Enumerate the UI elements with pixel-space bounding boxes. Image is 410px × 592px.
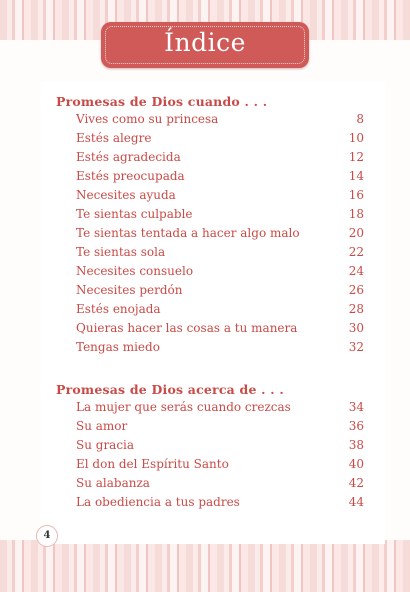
toc-entry[interactable]: [76, 131, 364, 149]
toc-entry-label: Te sientas culpable: [76, 207, 193, 221]
toc-entry-label: Te sientas tentada a hacer algo malo: [76, 226, 300, 240]
toc-entry[interactable]: [76, 207, 364, 225]
toc-entry-label: Estés preocupada: [76, 169, 185, 183]
section-title-cuando: Promesas de Dios cuando . . .: [56, 94, 268, 109]
toc-entry-label: Necesites perdón: [76, 283, 183, 297]
toc-entry[interactable]: [76, 245, 364, 263]
toc-entry[interactable]: [76, 400, 364, 418]
toc-entry-label: Necesites ayuda: [76, 188, 176, 202]
toc-entry-label: Su gracia: [76, 438, 135, 452]
toc-entry[interactable]: [76, 419, 364, 437]
toc-entry-page: 34: [348, 400, 364, 414]
toc-entry-page: 44: [348, 495, 364, 509]
section-title-acerca: Promesas de Dios acerca de . . .: [56, 382, 284, 397]
toc-entry-page: 30: [348, 321, 364, 335]
toc-entry[interactable]: [76, 283, 364, 301]
toc-entry-page: 18: [348, 207, 364, 221]
toc-entry-label: Estés alegre: [76, 131, 152, 145]
toc-entry[interactable]: [76, 321, 364, 339]
toc-entry-label: Vives como su princesa: [76, 112, 219, 126]
toc-entry-page: 14: [348, 169, 364, 183]
toc-entry[interactable]: [76, 226, 364, 244]
toc-entry-page: 32: [348, 340, 364, 354]
decorative-stripe-bottom: [0, 540, 410, 592]
toc-entry[interactable]: [76, 112, 364, 130]
toc-entry[interactable]: [76, 264, 364, 282]
toc-entry-page: 22: [348, 245, 364, 259]
toc-entry[interactable]: [76, 188, 364, 206]
toc-entry[interactable]: [76, 169, 364, 187]
toc-entry-page: 16: [348, 188, 364, 202]
toc-entry-label: Quieras hacer las cosas a tu manera: [76, 321, 298, 335]
toc-entry[interactable]: [76, 302, 364, 320]
toc-entry[interactable]: [76, 438, 364, 456]
toc-entry-label: El don del Espíritu Santo: [76, 457, 229, 471]
title-banner: [101, 22, 309, 68]
toc-entry-page: 36: [348, 419, 364, 433]
toc-entry-label: Estés enojada: [76, 302, 161, 316]
toc-entry-label: Estés agradecida: [76, 150, 181, 164]
toc-entry[interactable]: [76, 495, 364, 513]
toc-entry-page: 28: [348, 302, 364, 316]
toc-entry-page: 26: [348, 283, 364, 297]
toc-entry[interactable]: [76, 340, 364, 358]
toc-entry-label: La mujer que serás cuando crezcas: [76, 400, 291, 414]
toc-entry-page: 8: [356, 112, 364, 126]
toc-entry-page: 12: [348, 150, 364, 164]
toc-entry-page: 24: [348, 264, 364, 278]
page-title: Índice: [164, 28, 246, 57]
toc-entry-page: 20: [348, 226, 364, 240]
page-number-badge: 4: [36, 525, 58, 547]
toc-entry-page: 42: [348, 476, 364, 490]
toc-entry-label: La obediencia a tus padres: [76, 495, 240, 509]
toc-entry-label: Necesites consuelo: [76, 264, 194, 278]
toc-entry[interactable]: [76, 457, 364, 475]
toc-entry[interactable]: [76, 150, 364, 168]
toc-entry-label: Te sientas sola: [76, 245, 166, 259]
toc-entry-page: 38: [348, 438, 364, 452]
toc-entry-page: 10: [348, 131, 364, 145]
toc-entry-page: 40: [348, 457, 364, 471]
toc-entry-label: Tengas miedo: [76, 340, 160, 354]
toc-entry-label: Su amor: [76, 419, 128, 433]
toc-entry-label: Su alabanza: [76, 476, 150, 490]
toc-entry[interactable]: [76, 476, 364, 494]
